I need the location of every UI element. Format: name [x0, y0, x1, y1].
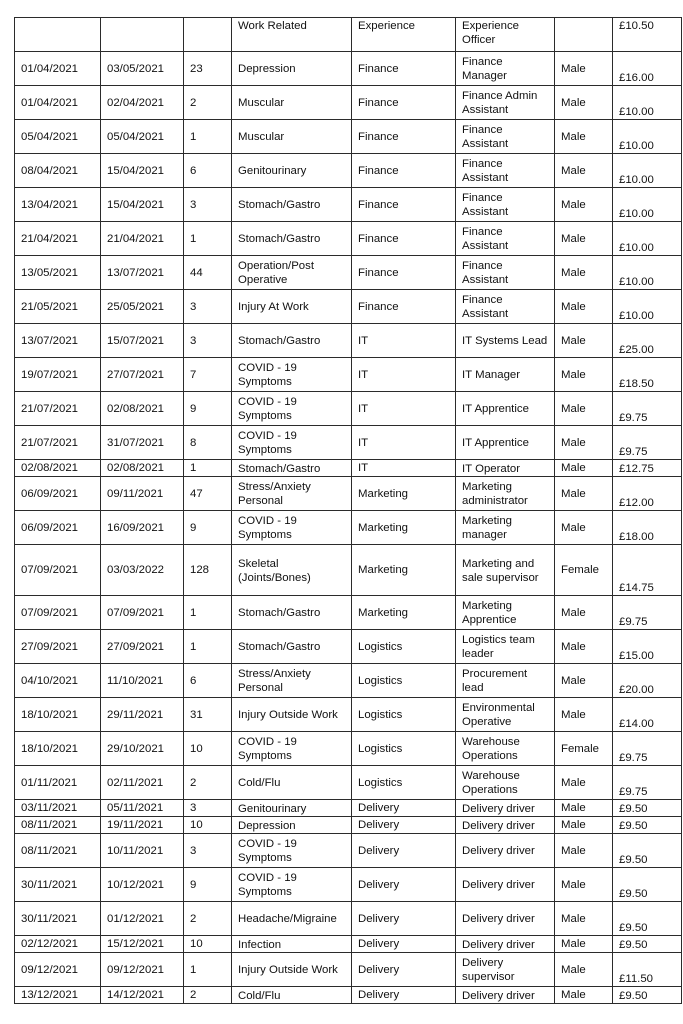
table-row — [15, 834, 682, 868]
wage-cell: £20.00 — [613, 664, 682, 698]
table-row — [15, 511, 682, 545]
days-cell: 128 — [184, 545, 232, 596]
gender-cell: Male — [555, 511, 613, 545]
gender-cell: Male — [555, 800, 613, 817]
days-cell: 3 — [184, 324, 232, 358]
gender-cell: Male — [555, 426, 613, 460]
end-date-cell: 15/04/2021 — [101, 188, 184, 222]
role-cell: Delivery driver — [456, 936, 555, 953]
role-cell: Warehouse Operations — [456, 766, 555, 800]
table-row — [15, 868, 682, 902]
end-date-cell: 02/08/2021 — [101, 460, 184, 477]
role-cell: Procurement lead — [456, 664, 555, 698]
end-date-cell: 05/04/2021 — [101, 120, 184, 154]
reason-cell: Genitourinary — [232, 154, 352, 188]
gender-cell: Female — [555, 732, 613, 766]
reason-cell: Skeletal (Joints/Bones) — [232, 545, 352, 596]
department-cell: Finance — [352, 52, 456, 86]
role-cell: IT Systems Lead — [456, 324, 555, 358]
role-cell: Marketing and sale supervisor — [456, 545, 555, 596]
wage-cell: £10.00 — [613, 86, 682, 120]
role-cell: Delivery driver — [456, 868, 555, 902]
header-cell: Work Related — [232, 18, 352, 52]
reason-cell: Stress/Anxiety Personal — [232, 477, 352, 511]
department-cell: IT — [352, 358, 456, 392]
table-row — [15, 86, 682, 120]
department-cell: IT — [352, 392, 456, 426]
role-cell: Finance Manager — [456, 52, 555, 86]
start-date-cell: 21/05/2021 — [15, 290, 101, 324]
days-cell: 2 — [184, 987, 232, 1004]
gender-cell: Male — [555, 953, 613, 987]
reason-cell: Cold/Flu — [232, 987, 352, 1004]
role-cell: Delivery driver — [456, 987, 555, 1004]
table-row — [15, 766, 682, 800]
gender-cell: Male — [555, 987, 613, 1004]
department-cell: Marketing — [352, 511, 456, 545]
role-cell: IT Apprentice — [456, 426, 555, 460]
role-cell: Warehouse Operations — [456, 732, 555, 766]
table-row — [15, 800, 682, 817]
reason-cell: Stomach/Gastro — [232, 630, 352, 664]
department-cell: Finance — [352, 120, 456, 154]
end-date-cell: 15/07/2021 — [101, 324, 184, 358]
role-cell: Marketing Apprentice — [456, 596, 555, 630]
table-row — [15, 596, 682, 630]
gender-cell: Male — [555, 664, 613, 698]
days-cell: 23 — [184, 52, 232, 86]
end-date-cell: 11/10/2021 — [101, 664, 184, 698]
end-date-cell: 01/12/2021 — [101, 902, 184, 936]
days-cell: 9 — [184, 511, 232, 545]
days-cell: 3 — [184, 188, 232, 222]
department-cell: Finance — [352, 222, 456, 256]
role-cell: Finance Assistant — [456, 120, 555, 154]
department-cell: Marketing — [352, 477, 456, 511]
start-date-cell: 27/09/2021 — [15, 630, 101, 664]
department-cell: Delivery — [352, 987, 456, 1004]
wage-cell: £9.50 — [613, 936, 682, 953]
days-cell: 8 — [184, 426, 232, 460]
end-date-cell: 09/11/2021 — [101, 477, 184, 511]
start-date-cell: 06/09/2021 — [15, 477, 101, 511]
reason-cell: COVID - 19 Symptoms — [232, 732, 352, 766]
department-cell: Finance — [352, 290, 456, 324]
department-cell: Logistics — [352, 630, 456, 664]
role-cell: Delivery driver — [456, 817, 555, 834]
wage-cell: £10.00 — [613, 256, 682, 290]
reason-cell: Muscular — [232, 120, 352, 154]
wage-cell: £11.50 — [613, 953, 682, 987]
table-row — [15, 324, 682, 358]
partial-header-row — [15, 18, 682, 52]
gender-cell: Male — [555, 154, 613, 188]
department-cell: Logistics — [352, 698, 456, 732]
end-date-cell: 21/04/2021 — [101, 222, 184, 256]
gender-cell: Male — [555, 324, 613, 358]
role-cell: Finance Assistant — [456, 154, 555, 188]
start-date-cell: 06/09/2021 — [15, 511, 101, 545]
start-date-cell: 13/07/2021 — [15, 324, 101, 358]
department-cell: Marketing — [352, 596, 456, 630]
reason-cell: Depression — [232, 52, 352, 86]
gender-cell: Male — [555, 596, 613, 630]
department-cell: Logistics — [352, 664, 456, 698]
wage-cell: £9.50 — [613, 834, 682, 868]
start-date-cell: 18/10/2021 — [15, 698, 101, 732]
start-date-cell: 01/11/2021 — [15, 766, 101, 800]
role-cell: Finance Assistant — [456, 256, 555, 290]
end-date-cell: 19/11/2021 — [101, 817, 184, 834]
department-cell: Finance — [352, 188, 456, 222]
department-cell: Delivery — [352, 800, 456, 817]
days-cell: 10 — [184, 817, 232, 834]
department-cell: Marketing — [352, 545, 456, 596]
department-cell: Finance — [352, 154, 456, 188]
end-date-cell: 03/05/2021 — [101, 52, 184, 86]
end-date-cell: 09/12/2021 — [101, 953, 184, 987]
table-row — [15, 358, 682, 392]
start-date-cell: 01/04/2021 — [15, 86, 101, 120]
role-cell: Delivery driver — [456, 800, 555, 817]
header-cell — [15, 18, 101, 52]
days-cell: 1 — [184, 460, 232, 477]
wage-cell: £9.75 — [613, 766, 682, 800]
reason-cell: Infection — [232, 936, 352, 953]
role-cell: Delivery driver — [456, 834, 555, 868]
department-cell: IT — [352, 426, 456, 460]
table-row — [15, 987, 682, 1004]
reason-cell: Headache/Migraine — [232, 902, 352, 936]
reason-cell: Injury At Work — [232, 290, 352, 324]
wage-cell: £9.75 — [613, 732, 682, 766]
gender-cell: Male — [555, 698, 613, 732]
reason-cell: Injury Outside Work — [232, 953, 352, 987]
days-cell: 3 — [184, 290, 232, 324]
wage-cell: £10.00 — [613, 290, 682, 324]
department-cell: Finance — [352, 86, 456, 120]
days-cell: 1 — [184, 596, 232, 630]
reason-cell: Stomach/Gastro — [232, 324, 352, 358]
table-row — [15, 392, 682, 426]
table-row — [15, 953, 682, 987]
table-row — [15, 256, 682, 290]
department-cell: Delivery — [352, 817, 456, 834]
days-cell: 47 — [184, 477, 232, 511]
days-cell: 6 — [184, 154, 232, 188]
end-date-cell: 02/08/2021 — [101, 392, 184, 426]
department-cell: Logistics — [352, 766, 456, 800]
wage-cell: £25.00 — [613, 324, 682, 358]
wage-cell: £9.50 — [613, 800, 682, 817]
days-cell: 2 — [184, 86, 232, 120]
start-date-cell: 18/10/2021 — [15, 732, 101, 766]
table-row — [15, 664, 682, 698]
wage-cell: £12.75 — [613, 460, 682, 477]
days-cell: 3 — [184, 834, 232, 868]
start-date-cell: 09/12/2021 — [15, 953, 101, 987]
header-cell: £10.50 — [613, 18, 682, 52]
reason-cell: COVID - 19 Symptoms — [232, 426, 352, 460]
gender-cell: Male — [555, 392, 613, 426]
reason-cell: Cold/Flu — [232, 766, 352, 800]
start-date-cell: 07/09/2021 — [15, 545, 101, 596]
days-cell: 1 — [184, 120, 232, 154]
table-row — [15, 154, 682, 188]
reason-cell: COVID - 19 Symptoms — [232, 834, 352, 868]
department-cell: IT — [352, 460, 456, 477]
days-cell: 44 — [184, 256, 232, 290]
gender-cell: Male — [555, 52, 613, 86]
department-cell: Delivery — [352, 902, 456, 936]
gender-cell: Male — [555, 256, 613, 290]
days-cell: 6 — [184, 664, 232, 698]
end-date-cell: 03/03/2022 — [101, 545, 184, 596]
reason-cell: Genitourinary — [232, 800, 352, 817]
start-date-cell: 30/11/2021 — [15, 902, 101, 936]
end-date-cell: 02/11/2021 — [101, 766, 184, 800]
wage-cell: £10.00 — [613, 154, 682, 188]
wage-cell: £9.50 — [613, 902, 682, 936]
role-cell: IT Apprentice — [456, 392, 555, 426]
days-cell: 7 — [184, 358, 232, 392]
days-cell: 10 — [184, 732, 232, 766]
end-date-cell: 31/07/2021 — [101, 426, 184, 460]
wage-cell: £10.00 — [613, 188, 682, 222]
department-cell: IT — [352, 324, 456, 358]
role-cell: Marketing administrator — [456, 477, 555, 511]
gender-cell: Male — [555, 460, 613, 477]
reason-cell: Stress/Anxiety Personal — [232, 664, 352, 698]
gender-cell: Male — [555, 936, 613, 953]
gender-cell: Male — [555, 86, 613, 120]
start-date-cell: 03/11/2021 — [15, 800, 101, 817]
department-cell: Finance — [352, 256, 456, 290]
gender-cell: Male — [555, 902, 613, 936]
department-cell: Delivery — [352, 936, 456, 953]
department-cell: Logistics — [352, 732, 456, 766]
start-date-cell: 08/11/2021 — [15, 817, 101, 834]
start-date-cell: 19/07/2021 — [15, 358, 101, 392]
gender-cell: Male — [555, 766, 613, 800]
end-date-cell: 13/07/2021 — [101, 256, 184, 290]
wage-cell: £9.75 — [613, 392, 682, 426]
wage-cell: £15.00 — [613, 630, 682, 664]
role-cell: Finance Assistant — [456, 290, 555, 324]
end-date-cell: 29/11/2021 — [101, 698, 184, 732]
table-row — [15, 477, 682, 511]
days-cell: 1 — [184, 222, 232, 256]
wage-cell: £9.50 — [613, 987, 682, 1004]
gender-cell: Male — [555, 834, 613, 868]
role-cell: IT Operator — [456, 460, 555, 477]
days-cell: 31 — [184, 698, 232, 732]
days-cell: 2 — [184, 766, 232, 800]
start-date-cell: 13/12/2021 — [15, 987, 101, 1004]
role-cell: Marketing manager — [456, 511, 555, 545]
start-date-cell: 21/07/2021 — [15, 392, 101, 426]
reason-cell: Stomach/Gastro — [232, 596, 352, 630]
end-date-cell: 27/07/2021 — [101, 358, 184, 392]
gender-cell: Female — [555, 545, 613, 596]
wage-cell: £18.50 — [613, 358, 682, 392]
table-body — [15, 18, 682, 1004]
wage-cell: £12.00 — [613, 477, 682, 511]
header-cell — [184, 18, 232, 52]
role-cell: Finance Admin Assistant — [456, 86, 555, 120]
reason-cell: Injury Outside Work — [232, 698, 352, 732]
table-row — [15, 120, 682, 154]
role-cell: Logistics team leader — [456, 630, 555, 664]
end-date-cell: 05/11/2021 — [101, 800, 184, 817]
gender-cell: Male — [555, 120, 613, 154]
start-date-cell: 08/04/2021 — [15, 154, 101, 188]
end-date-cell: 16/09/2021 — [101, 511, 184, 545]
table-row — [15, 52, 682, 86]
end-date-cell: 27/09/2021 — [101, 630, 184, 664]
days-cell: 9 — [184, 868, 232, 902]
wage-cell: £9.75 — [613, 596, 682, 630]
reason-cell: COVID - 19 Symptoms — [232, 868, 352, 902]
gender-cell: Male — [555, 868, 613, 902]
table-row — [15, 732, 682, 766]
reason-cell: COVID - 19 Symptoms — [232, 358, 352, 392]
table-row — [15, 460, 682, 477]
days-cell: 1 — [184, 630, 232, 664]
start-date-cell: 07/09/2021 — [15, 596, 101, 630]
start-date-cell: 08/11/2021 — [15, 834, 101, 868]
end-date-cell: 10/11/2021 — [101, 834, 184, 868]
start-date-cell: 21/07/2021 — [15, 426, 101, 460]
wage-cell: £14.75 — [613, 545, 682, 596]
department-cell: Delivery — [352, 953, 456, 987]
header-cell: Experience — [352, 18, 456, 52]
table-row — [15, 698, 682, 732]
gender-cell: Male — [555, 817, 613, 834]
end-date-cell: 25/05/2021 — [101, 290, 184, 324]
reason-cell: Muscular — [232, 86, 352, 120]
end-date-cell: 02/04/2021 — [101, 86, 184, 120]
end-date-cell: 14/12/2021 — [101, 987, 184, 1004]
gender-cell: Male — [555, 290, 613, 324]
header-cell — [555, 18, 613, 52]
reason-cell: Stomach/Gastro — [232, 460, 352, 477]
absence-records-table — [14, 17, 682, 1004]
end-date-cell: 07/09/2021 — [101, 596, 184, 630]
role-cell: Delivery supervisor — [456, 953, 555, 987]
start-date-cell: 21/04/2021 — [15, 222, 101, 256]
end-date-cell: 15/12/2021 — [101, 936, 184, 953]
wage-cell: £14.00 — [613, 698, 682, 732]
start-date-cell: 13/05/2021 — [15, 256, 101, 290]
header-cell: Experience Officer — [456, 18, 555, 52]
wage-cell: £18.00 — [613, 511, 682, 545]
start-date-cell: 02/12/2021 — [15, 936, 101, 953]
reason-cell: COVID - 19 Symptoms — [232, 511, 352, 545]
end-date-cell: 15/04/2021 — [101, 154, 184, 188]
days-cell: 10 — [184, 936, 232, 953]
wage-cell: £9.50 — [613, 868, 682, 902]
department-cell: Delivery — [352, 834, 456, 868]
start-date-cell: 30/11/2021 — [15, 868, 101, 902]
end-date-cell: 29/10/2021 — [101, 732, 184, 766]
wage-cell: £9.50 — [613, 817, 682, 834]
table-row — [15, 545, 682, 596]
reason-cell: Stomach/Gastro — [232, 222, 352, 256]
role-cell: Delivery driver — [456, 902, 555, 936]
table-row — [15, 188, 682, 222]
gender-cell: Male — [555, 477, 613, 511]
wage-cell: £10.00 — [613, 222, 682, 256]
start-date-cell: 04/10/2021 — [15, 664, 101, 698]
gender-cell: Male — [555, 188, 613, 222]
reason-cell: Stomach/Gastro — [232, 188, 352, 222]
department-cell: Delivery — [352, 868, 456, 902]
days-cell: 2 — [184, 902, 232, 936]
role-cell: Environmental Operative — [456, 698, 555, 732]
start-date-cell: 01/04/2021 — [15, 52, 101, 86]
table-row — [15, 426, 682, 460]
table-row — [15, 630, 682, 664]
wage-cell: £10.00 — [613, 120, 682, 154]
header-cell — [101, 18, 184, 52]
days-cell: 3 — [184, 800, 232, 817]
gender-cell: Male — [555, 222, 613, 256]
role-cell: Finance Assistant — [456, 222, 555, 256]
days-cell: 9 — [184, 392, 232, 426]
table-row — [15, 817, 682, 834]
table-row — [15, 222, 682, 256]
role-cell: Finance Assistant — [456, 188, 555, 222]
wage-cell: £16.00 — [613, 52, 682, 86]
reason-cell: Depression — [232, 817, 352, 834]
start-date-cell: 02/08/2021 — [15, 460, 101, 477]
days-cell: 1 — [184, 953, 232, 987]
role-cell: IT Manager — [456, 358, 555, 392]
table-row — [15, 936, 682, 953]
table-row — [15, 902, 682, 936]
gender-cell: Male — [555, 630, 613, 664]
start-date-cell: 13/04/2021 — [15, 188, 101, 222]
gender-cell: Male — [555, 358, 613, 392]
end-date-cell: 10/12/2021 — [101, 868, 184, 902]
reason-cell: COVID - 19 Symptoms — [232, 392, 352, 426]
wage-cell: £9.75 — [613, 426, 682, 460]
reason-cell: Operation/Post Operative — [232, 256, 352, 290]
table-row — [15, 290, 682, 324]
start-date-cell: 05/04/2021 — [15, 120, 101, 154]
